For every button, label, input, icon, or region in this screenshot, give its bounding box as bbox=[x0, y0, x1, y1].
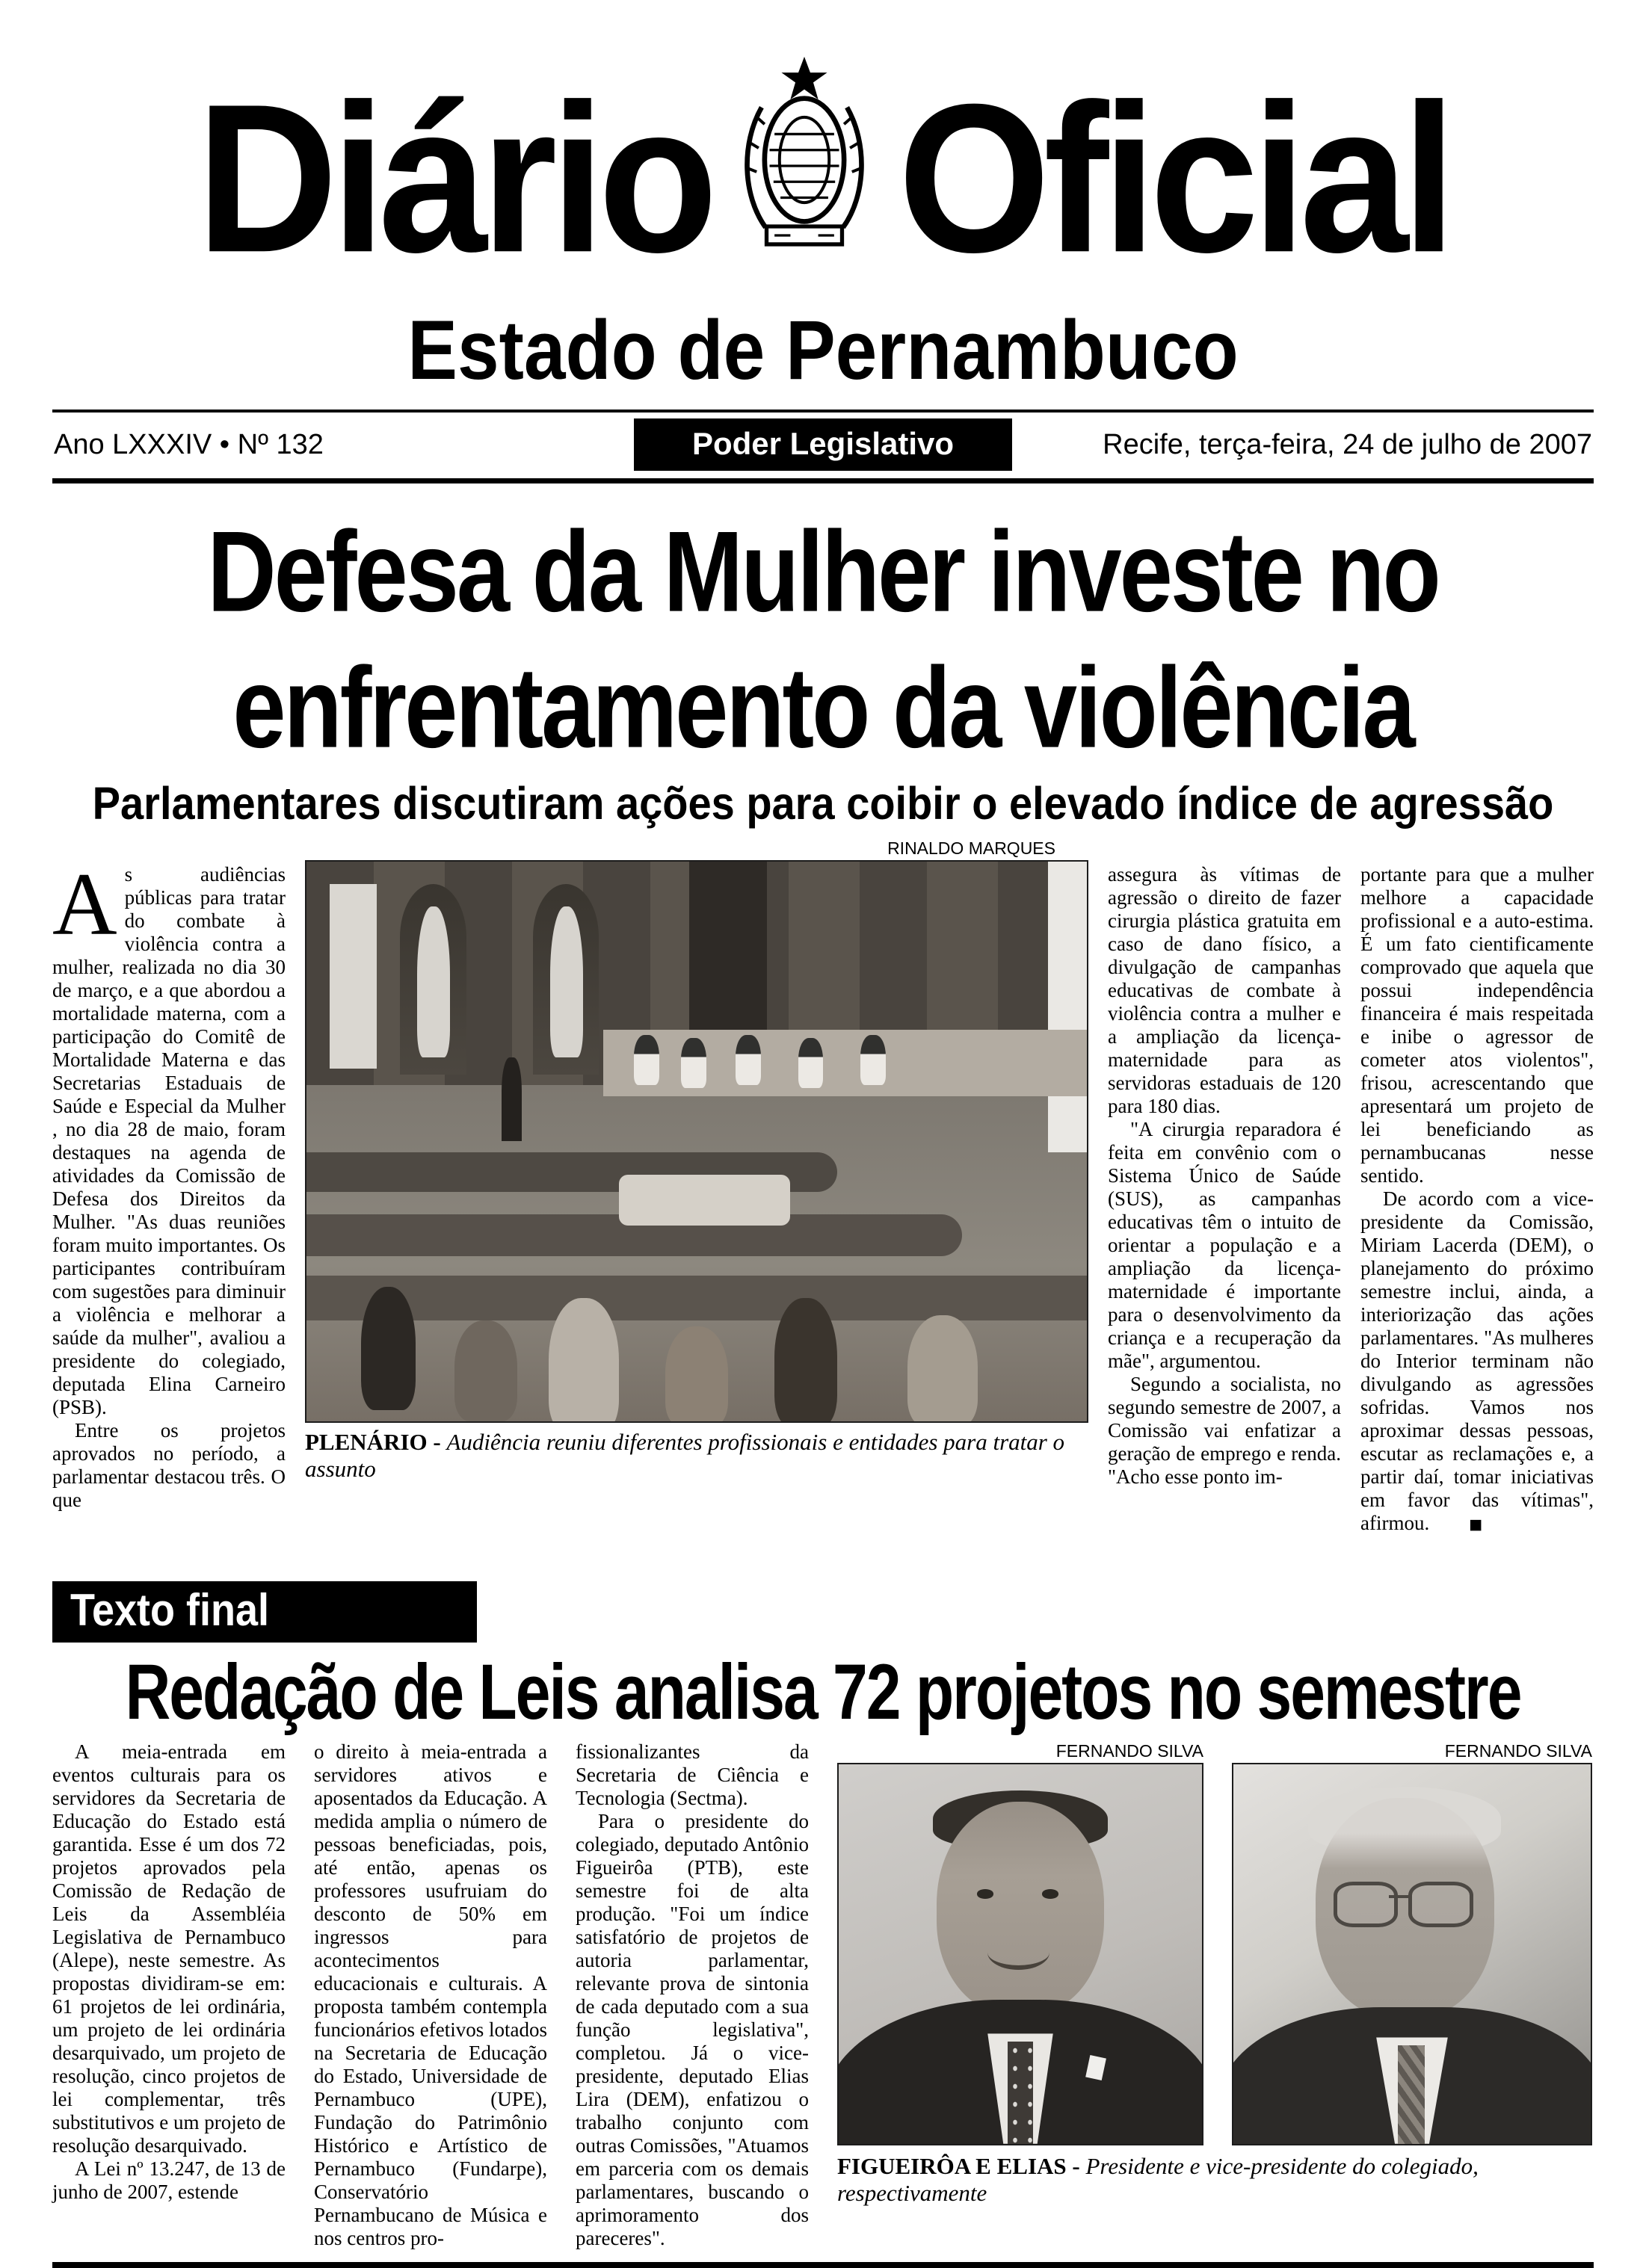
section-badge: Poder Legislativo bbox=[634, 418, 1012, 471]
body-paragraph bbox=[52, 853, 286, 1419]
portrait-eye bbox=[1042, 1889, 1058, 1898]
lead-article bbox=[52, 838, 1594, 1535]
photo-person bbox=[798, 1038, 823, 1088]
masthead-title-left: Diário bbox=[196, 59, 712, 297]
photo-audience-head bbox=[361, 1287, 416, 1410]
figueiroa-portrait-photo bbox=[837, 1763, 1203, 2145]
photo-curved-desk-row bbox=[306, 1276, 1087, 1320]
portrait-smile bbox=[987, 1935, 1049, 1970]
photo-person bbox=[860, 1035, 885, 1085]
portrait-block-elias bbox=[1232, 1740, 1592, 2145]
photo-window-light bbox=[1048, 862, 1087, 1152]
body-paragraph: assegura às vítimas de agressão o direito de fazer cirurgia plástica gratuita em caso de dano físico, a divulgação de campanhas educativas de combate à violência contra a mulher e a ampliação da licença-maternidade para as servidoras estaduais de 120 para 180 dias. bbox=[1108, 862, 1341, 1117]
body-paragraph: De acordo com a vice-presidente da Comissão, Miriam Lacerda (DEM), o planejamento do próximo semestre inclui, ainda, a interiorização das ações parlamentares. "As mulheres do Interior terminam não divulgando as agressões sofridas. Vamos nos aproximar dessas pessoas, escutar as reclamações e, a partir daí, tomar iniciativas em favor das vítimas", afirmou. bbox=[1360, 1187, 1594, 1534]
body-paragraph: "A cirurgia reparadora é feita em convênio com o Sistema Único de Saúde (SUS), as campanhas educativas têm o intuito de orientar a população e a ampliação da licença-maternidade é importante para o desenvolvimento da criança e a recuperação da mãe", argumentou. bbox=[1108, 1117, 1341, 1372]
page-bottom-rule bbox=[52, 2262, 1594, 2268]
portrait-polkadot-tie bbox=[1008, 2042, 1033, 2144]
masthead bbox=[52, 52, 1594, 483]
glasses-left-lens bbox=[1334, 1882, 1398, 1927]
second-article-column-2 bbox=[314, 1740, 547, 2250]
lead-article-column-1-rest bbox=[52, 1419, 286, 1512]
lead-headline-line1: Defesa da Mulher investe no bbox=[207, 507, 1439, 637]
caption-label: FIGUEIRÔA E ELIAS - bbox=[837, 2152, 1080, 2179]
second-article-column-3 bbox=[576, 1740, 809, 2250]
second-headline-text: Redação de Leis analisa 72 projetos no semestre bbox=[125, 1648, 1521, 1736]
lead-subheadline bbox=[52, 776, 1594, 829]
portrait-head bbox=[937, 1802, 1104, 2014]
lead-article-column-3-text bbox=[1360, 863, 1594, 1535]
photo-center-table bbox=[619, 1175, 791, 1225]
dateline: Recife, terça-feira, 24 de julho de 2007 bbox=[1103, 428, 1592, 460]
elias-portrait-photo bbox=[1232, 1763, 1592, 2145]
caption-label: PLENÁRIO - bbox=[305, 1428, 441, 1455]
edition-label: Ano LXXXIV • Nº 132 bbox=[54, 428, 324, 460]
photo-person bbox=[634, 1035, 659, 1085]
lead-subheadline-text: Parlamentares discutiram ações para coibir o elevado índice de agressão bbox=[92, 776, 1554, 829]
body-paragraph: Segundo a socialista, no segundo semestre de 2007, a Comissão vai enfatizar a geração de emprego e renda. "Acho esse ponto im- bbox=[1108, 1372, 1341, 1488]
body-paragraph: Entre os projetos aprovados no período, a parlamentar destacou três. O que bbox=[52, 1418, 286, 1511]
masthead-subtitle bbox=[52, 303, 1594, 398]
body-paragraph: Para o presidente do colegiado, deputado Antônio Figueirôa (PTB), este semestre foi de alta produção. "Foi um índice satisfatório de projetos de autoria parlamentar, relevante prova de sintonia de cada deputado com a sua função legislativa", completou. Já o vice-presidente, deputado Elias Lira (DEM), enfatizou o trabalho conjunto com outras Comissões, "Atuamos em parceria com os demais parlamentares, buscando o aprimoramento dos pareceres". bbox=[576, 1809, 809, 2249]
lead-paragraph-text: s audiências públicas para tratar do combate à violência contra a mulher, realizada no dia 30 de março, e a que abordou a mortalidade materna, com a participação do Comitê de Mortalidade Materna e das Secretarias Estaduais de Saúde e Especial da Mulher , no dia 28 de maio, foram destaques na agenda de atividades da Comissão de Defesa dos Direitos da Mulher. "As duas reuniões foram muito importantes. Os participantes contribuíram com sugestões para diminuir a violência e melhorar a saúde da mulher", avaliou a presidente do colegiado, deputada Elina Carneiro (PSB). bbox=[52, 862, 286, 1418]
portrait-eye bbox=[977, 1889, 993, 1898]
lead-photo-block bbox=[305, 838, 1088, 1535]
body-paragraph: A meia-entrada em eventos culturais para os servidores da Secretaria de Educação do Estado está garantida. Esse é um dos 72 projetos aprovados pela Comissão de Redação de Leis da Assembléia Legislativa de Pernambuco (Alepe), neste semestre. As propostas dividiram-se em: 61 projetos de lei ordinária, um projeto de lei ordinária desarquivado, um projeto de resolução, cinco projetos de lei complementar, três substitutivos e um projeto de resolução desarquivado. bbox=[52, 1740, 286, 2157]
photo-person bbox=[681, 1038, 706, 1088]
kicker-badge bbox=[52, 1581, 477, 1643]
caption-text: Audiência reuniu diferentes profissionais e entidades para tratar o assunto bbox=[305, 1428, 1065, 1482]
photo-statue bbox=[550, 906, 583, 1057]
lead-photo-credit: RINALDO MARQUES bbox=[887, 838, 1055, 858]
portrait-photo-credit-1: FERNANDO SILVA bbox=[1055, 1740, 1203, 1761]
info-bar bbox=[52, 412, 1594, 483]
lead-article-column-1 bbox=[52, 838, 286, 1535]
body-paragraph: o direito à meia-entrada a servidores ativos e aposentados da Educação. A medida amplia o número de pessoas beneficiadas, pois, até então, apenas os professores usufruiam do desconto de 50% em ingressos para acontecimentos educacionais e culturais. A proposta também contempla funcionários efetivos lotados na Secretaria de Educação do Estado, Universidade de Pernambuco (UPE), Fundação do Patrimônio Histórico e Artístico de Pernambuco (Fundarpe), Conservatório Pernambucano de Música e nos centros pro- bbox=[314, 1740, 547, 2249]
masthead-title bbox=[52, 52, 1594, 304]
portraits-caption bbox=[837, 2153, 1592, 2207]
photo-doorway bbox=[330, 884, 377, 1069]
lead-headline-line2: enfrentamento da violência bbox=[232, 643, 1414, 772]
portrait-striped-tie bbox=[1398, 2045, 1425, 2144]
photo-statue bbox=[417, 906, 450, 1057]
lead-headline bbox=[52, 504, 1594, 776]
photo-audience-head bbox=[774, 1298, 837, 1423]
photo-audience-head bbox=[665, 1326, 728, 1423]
glasses-right-lens bbox=[1408, 1882, 1473, 1927]
masthead-subtitle-text: Estado de Pernambuco bbox=[407, 303, 1239, 398]
photo-tribunal-bench bbox=[603, 1030, 1087, 1097]
pernambuco-coat-of-arms-icon bbox=[735, 52, 874, 304]
body-paragraph: fissionalizantes da Secretaria de Ciência e Tecnologia (Sectma). bbox=[576, 1740, 809, 1809]
lead-article-column-3 bbox=[1360, 838, 1594, 1535]
photo-audience-head bbox=[549, 1298, 619, 1423]
masthead-title-right: Oficial bbox=[898, 59, 1450, 297]
second-article-column-1 bbox=[52, 1740, 286, 2250]
drop-cap: A bbox=[52, 853, 117, 954]
body-paragraph: A Lei nº 13.247, de 13 de junho de 2007, estende bbox=[52, 2157, 286, 2203]
photo-audience-head bbox=[907, 1315, 978, 1423]
body-paragraph: portante para que a mulher melhore a capacidade profissional e a auto-estima. É um fato cientificamente comprovado que aquela que possui independência financeira é mais respeitada e inibe o agressor de cometer atos violentos", frisou, acrescentando que apresentará um projeto de lei beneficiando as pernambucanas nesse sentido. bbox=[1360, 862, 1594, 1187]
photo-standing-person bbox=[502, 1057, 522, 1141]
portrait-block-figueiroa bbox=[837, 1740, 1203, 2145]
portrait-photos-row bbox=[837, 1740, 1592, 2145]
photo-audience-head bbox=[454, 1320, 517, 1421]
lead-photo-caption bbox=[305, 1429, 1088, 1483]
second-article-photos bbox=[837, 1740, 1592, 2250]
second-article bbox=[52, 1740, 1594, 2250]
caption-text: Presidente e vice-presidente do colegiado, respectivamente bbox=[837, 2152, 1479, 2206]
plenary-session-photo bbox=[305, 860, 1088, 1423]
photo-person bbox=[736, 1035, 760, 1085]
article-end-mark: ■ bbox=[1469, 1512, 1483, 1537]
portrait-photo-credit-2: FERNANDO SILVA bbox=[1444, 1740, 1592, 1761]
second-headline bbox=[52, 1648, 1594, 1736]
kicker-text: Texto final bbox=[70, 1585, 270, 1636]
lead-article-column-2 bbox=[1108, 838, 1341, 1535]
glasses-bridge bbox=[1389, 1895, 1411, 1898]
